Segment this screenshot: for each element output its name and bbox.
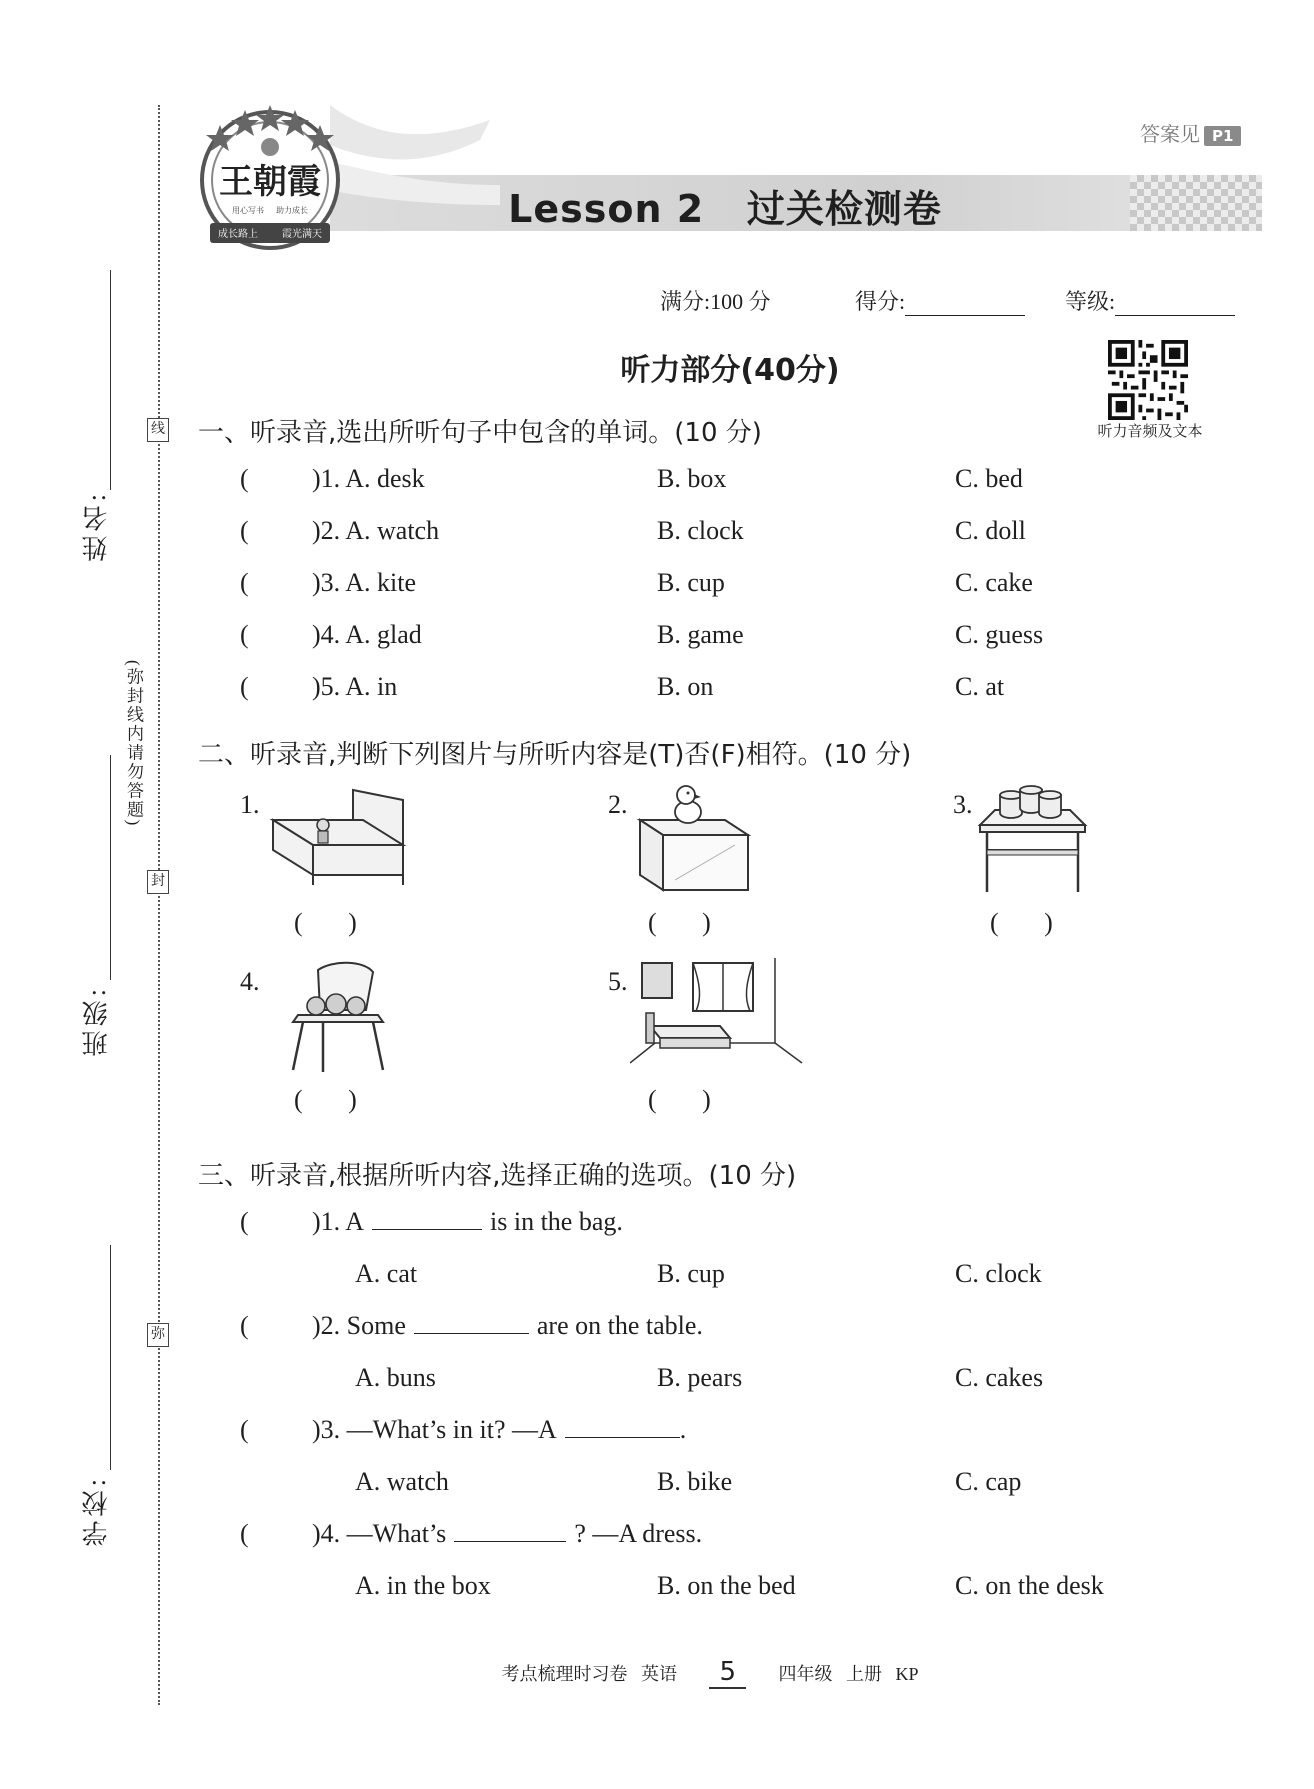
page-number: 5 bbox=[709, 1657, 746, 1689]
s3-q3-option-b: B. bike bbox=[657, 1467, 733, 1496]
answer-ref-text: 答案见 bbox=[1140, 122, 1200, 146]
apples-on-chair-icon bbox=[288, 960, 393, 1075]
class-line bbox=[110, 755, 111, 980]
s3-q2-stem bbox=[312, 1311, 703, 1341]
q5-option-c: C. at bbox=[955, 672, 1005, 701]
pic2-number: 2. bbox=[608, 790, 628, 819]
footer-right: 四年级 上册 KP bbox=[778, 1664, 919, 1684]
bed-with-doll-icon bbox=[268, 785, 413, 890]
svg-text:用心写书: 用心写书 bbox=[232, 206, 264, 215]
pic3-answer-paren[interactable]: ( ) bbox=[990, 908, 1053, 937]
s3-q1-blank[interactable] bbox=[372, 1207, 482, 1230]
pic3-number: 3. bbox=[953, 790, 973, 819]
binding-tag-seal: 封 bbox=[147, 870, 169, 894]
s3-q4-pre: )4. —What’s bbox=[312, 1519, 447, 1548]
grade-blank[interactable] bbox=[1115, 289, 1235, 316]
page-title: Lesson 2 过关检测卷 bbox=[508, 187, 942, 231]
answer-page-badge: P1 bbox=[1204, 126, 1241, 146]
q1-answer-paren[interactable]: ( bbox=[240, 464, 249, 493]
s3-q2-option-c: C. cakes bbox=[955, 1363, 1044, 1392]
binding-tag-mi: 弥 bbox=[147, 1323, 169, 1347]
grade-field[interactable] bbox=[1065, 285, 1235, 316]
pic4-number: 4. bbox=[240, 967, 260, 996]
pic1-answer-paren[interactable]: ( ) bbox=[294, 908, 357, 937]
pic4-answer-paren[interactable]: ( ) bbox=[294, 1085, 357, 1114]
score-label: 得分: bbox=[855, 289, 906, 314]
q4-option-c: C. guess bbox=[955, 620, 1044, 649]
s3-q1-pre: )1. A bbox=[312, 1207, 364, 1236]
qr-code-icon[interactable] bbox=[1108, 340, 1188, 420]
q2-answer-paren[interactable]: ( bbox=[240, 516, 249, 545]
q2-option-b: B. clock bbox=[657, 516, 744, 545]
name-label: 姓名: bbox=[82, 490, 111, 562]
s3-q4-option-b: B. on the bed bbox=[657, 1571, 796, 1600]
s3-q1-option-b: B. cup bbox=[657, 1259, 725, 1288]
q4-stem: )4. A. glad bbox=[312, 620, 422, 649]
section1-heading: 一、听录音,选出所听句子中包含的单词。(10 分) bbox=[198, 418, 762, 448]
s3-q1-option-a: A. cat bbox=[355, 1259, 418, 1288]
s3-q1-answer-paren[interactable]: ( bbox=[240, 1207, 249, 1236]
s3-q2-answer-paren[interactable]: ( bbox=[240, 1311, 249, 1340]
q1-stem: )1. A. desk bbox=[312, 464, 425, 493]
chick-on-box-icon bbox=[630, 780, 755, 895]
s3-q3-pre: )3. —What’s in it? —A bbox=[312, 1415, 557, 1444]
svg-text:助力成长: 助力成长 bbox=[276, 206, 308, 215]
q3-option-c: C. cake bbox=[955, 568, 1033, 597]
answer-reference bbox=[1140, 118, 1241, 147]
s3-q4-answer-paren[interactable]: ( bbox=[240, 1519, 249, 1548]
section2-heading: 二、听录音,判断下列图片与所听内容是(T)否(F)相符。(10 分) bbox=[198, 740, 912, 770]
svg-text:成长路上: 成长路上 bbox=[218, 229, 258, 240]
score-field[interactable] bbox=[855, 285, 1025, 316]
page-footer bbox=[480, 1657, 940, 1689]
svg-text:王朝霞: 王朝霞 bbox=[219, 162, 321, 202]
q1-option-b: B. box bbox=[657, 464, 727, 493]
s3-q2-blank[interactable] bbox=[414, 1311, 529, 1334]
s3-q3-stem bbox=[312, 1415, 686, 1445]
school-label: 学校: bbox=[82, 1475, 111, 1547]
s3-q3-post: . bbox=[679, 1415, 687, 1444]
q2-option-c: C. doll bbox=[955, 516, 1026, 545]
s3-q1-option-c: C. clock bbox=[955, 1259, 1042, 1288]
qr-caption: 听力音频及文本 bbox=[1097, 424, 1203, 440]
q4-option-b: B. game bbox=[657, 620, 744, 649]
footer-left: 考点梳理时习卷 英语 bbox=[501, 1664, 677, 1684]
s3-q3-blank[interactable] bbox=[565, 1415, 680, 1438]
s3-q3-option-a: A. watch bbox=[355, 1467, 449, 1496]
pic5-answer-paren[interactable]: ( ) bbox=[648, 1085, 711, 1114]
cups-on-table-icon bbox=[975, 780, 1090, 895]
grade-label: 等级: bbox=[1065, 289, 1116, 314]
pic5-number: 5. bbox=[608, 967, 628, 996]
binding-notice: (弥封线内请勿答题) bbox=[124, 660, 143, 828]
s3-q2-option-a: A. buns bbox=[355, 1363, 436, 1392]
s3-q3-answer-paren[interactable]: ( bbox=[240, 1415, 249, 1444]
banner-checker-pattern bbox=[1130, 175, 1262, 231]
q3-option-b: B. cup bbox=[657, 568, 725, 597]
s3-q2-post: are on the table. bbox=[536, 1311, 703, 1340]
q3-answer-paren[interactable]: ( bbox=[240, 568, 249, 597]
score-blank[interactable] bbox=[905, 289, 1025, 316]
s3-q4-stem bbox=[312, 1519, 702, 1549]
s3-q4-blank[interactable] bbox=[454, 1519, 566, 1542]
full-score: 满分:100 分 bbox=[660, 289, 771, 314]
q4-answer-paren[interactable]: ( bbox=[240, 620, 249, 649]
s3-q1-stem bbox=[312, 1207, 623, 1237]
q3-stem: )3. A. kite bbox=[312, 568, 416, 597]
s3-q2-pre: )2. Some bbox=[312, 1311, 406, 1340]
s3-q4-option-c: C. on the desk bbox=[955, 1571, 1104, 1600]
q1-option-c: C. bed bbox=[955, 464, 1023, 493]
name-line bbox=[110, 270, 111, 490]
s3-q3-option-c: C. cap bbox=[955, 1467, 1022, 1496]
bedroom-icon bbox=[630, 958, 805, 1068]
s3-q4-post: ? —A dress. bbox=[574, 1519, 703, 1548]
pic2-answer-paren[interactable]: ( ) bbox=[648, 908, 711, 937]
s3-q2-option-b: B. pears bbox=[657, 1363, 743, 1392]
pic1-number: 1. bbox=[240, 790, 260, 819]
section3-heading: 三、听录音,根据所听内容,选择正确的选项。(10 分) bbox=[198, 1161, 797, 1191]
s3-q4-option-a: A. in the box bbox=[355, 1571, 491, 1600]
school-line bbox=[110, 1245, 111, 1470]
q5-option-b: B. on bbox=[657, 672, 714, 701]
q5-stem: )5. A. in bbox=[312, 672, 398, 701]
q2-stem: )2. A. watch bbox=[312, 516, 440, 545]
svg-text:霞光满天: 霞光满天 bbox=[282, 229, 322, 240]
binding-dotted-line bbox=[158, 105, 160, 1705]
binding-tag-line: 线 bbox=[147, 418, 169, 442]
s3-q1-post: is in the bag. bbox=[490, 1207, 623, 1236]
class-label: 班级: bbox=[82, 985, 111, 1057]
q5-answer-paren[interactable]: ( bbox=[240, 672, 249, 701]
listening-part-title: 听力部分(40分) bbox=[620, 353, 840, 388]
